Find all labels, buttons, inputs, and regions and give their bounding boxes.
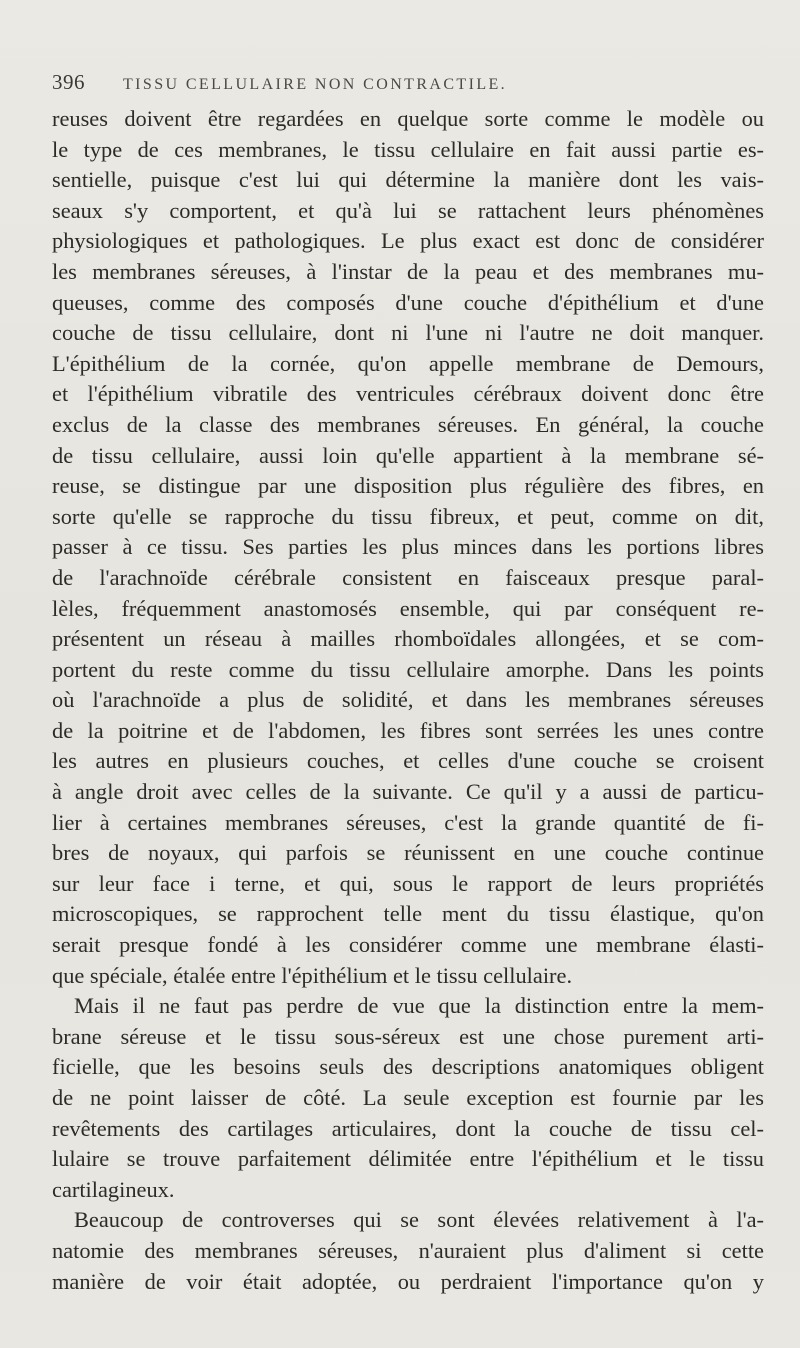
text-line: présentent un réseau à mailles rhomboïdales allongées, et se com- xyxy=(52,626,764,652)
text-line: serait presque fondé à les considérer comme une membrane élasti- xyxy=(52,932,764,958)
paragraph xyxy=(52,991,764,1205)
text-line: L'épithélium de la cornée, qu'on appelle membrane de Demours, xyxy=(52,350,764,376)
text-line: natomie des membranes séreuses, n'auraient plus d'aliment si cette xyxy=(52,1237,764,1263)
text-line: passer à ce tissu. Ses parties les plus minces dans les portions libres xyxy=(52,534,764,560)
text-line: sur leur face i terne, et qui, sous le rapport de leurs propriétés xyxy=(52,870,764,896)
text-line: couche de tissu cellulaire, dont ni l'une ni l'autre ne doit manquer. xyxy=(52,320,764,346)
text-line: cartilagineux. xyxy=(52,1176,175,1202)
text-line: lier à certaines membranes séreuses, c'est la grande quantité de fi- xyxy=(52,809,764,835)
text-line: reuse, se distingue par une disposition plus régulière des fibres, en xyxy=(52,473,764,499)
text-line: de l'arachnoïde cérébrale consistent en faisceaux presque paral- xyxy=(52,564,764,590)
text-line: de tissu cellulaire, aussi loin qu'elle appartient à la membrane sé- xyxy=(52,442,764,468)
text-line: revêtements des cartilages articulaires, dont la couche de tissu cel- xyxy=(52,1115,764,1141)
text-line: microscopiques, se rapprochent telle ment du tissu élastique, qu'on xyxy=(52,901,764,927)
text-line: ficielle, que les besoins seuls des descriptions anatomiques obligent xyxy=(52,1054,764,1080)
text-line: Beaucoup de controverses qui se sont élevées relativement à l'a- xyxy=(74,1207,764,1233)
text-line: exclus de la classe des membranes séreuses. En général, la couche xyxy=(52,411,764,437)
paragraph xyxy=(52,1205,764,1297)
text-line: seaux s'y comportent, et qu'à lui se rattachent leurs phénomènes xyxy=(52,197,764,223)
text-line: et l'épithélium vibratile des ventricules cérébraux doivent donc être xyxy=(52,381,764,407)
text-line: lèles, fréquemment anastomosés ensemble, qui par conséquent re- xyxy=(52,595,764,621)
text-line: Mais il ne faut pas perdre de vue que la distinction entre la mem- xyxy=(74,993,764,1019)
paragraph xyxy=(52,104,764,991)
text-line: lulaire se trouve parfaitement délimitée entre l'épithélium et le tissu xyxy=(52,1146,764,1172)
text-line: de ne point laisser de côté. La seule exception est fournie par les xyxy=(52,1085,764,1110)
text-line: les membranes séreuses, à l'instar de la peau et des membranes mu- xyxy=(52,258,764,284)
text-line: manière de voir était adoptée, ou perdraient l'importance qu'on y xyxy=(52,1268,764,1294)
text-line: sorte qu'elle se rapproche du tissu fibreux, et peut, comme on dit, xyxy=(52,503,764,529)
body-text xyxy=(52,104,764,1297)
text-line: les autres en plusieurs couches, et celles d'une couche se croisent xyxy=(52,748,764,774)
text-line: que spéciale, étalée entre l'épithélium et le tissu cellulaire. xyxy=(52,962,573,988)
text-line: brane séreuse et le tissu sous-séreux est une chose purement arti- xyxy=(52,1023,764,1049)
text-line: bres de noyaux, qui parfois se réunissent en une couche continue xyxy=(52,840,764,866)
text-line: à angle droit avec celles de la suivante. Ce qu'il y a aussi de particu- xyxy=(52,779,764,805)
text-line: reuses doivent être regardées en quelque sorte comme le modèle ou xyxy=(52,106,764,131)
page-number: 396 xyxy=(52,70,85,94)
text-line: le type de ces membranes, le tissu cellulaire en fait aussi partie es- xyxy=(52,136,764,162)
text-line: physiologiques et pathologiques. Le plus exact est donc de considérer xyxy=(52,228,764,254)
text-line: queuses, comme des composés d'une couche d'épithélium et d'une xyxy=(52,289,764,315)
text-line: sentielle, puisque c'est lui qui détermine la manière dont les vais- xyxy=(52,167,764,193)
running-head xyxy=(52,70,752,104)
text-line: de la poitrine et de l'abdomen, les fibres sont serrées les unes contre xyxy=(52,717,764,743)
text-line: où l'arachnoïde a plus de solidité, et dans les membranes séreuses xyxy=(52,687,764,713)
running-title: TISSU CELLULAIRE NON CONTRACTILE. xyxy=(123,76,508,93)
text-line: portent du reste comme du tissu cellulaire amorphe. Dans les points xyxy=(52,656,764,682)
